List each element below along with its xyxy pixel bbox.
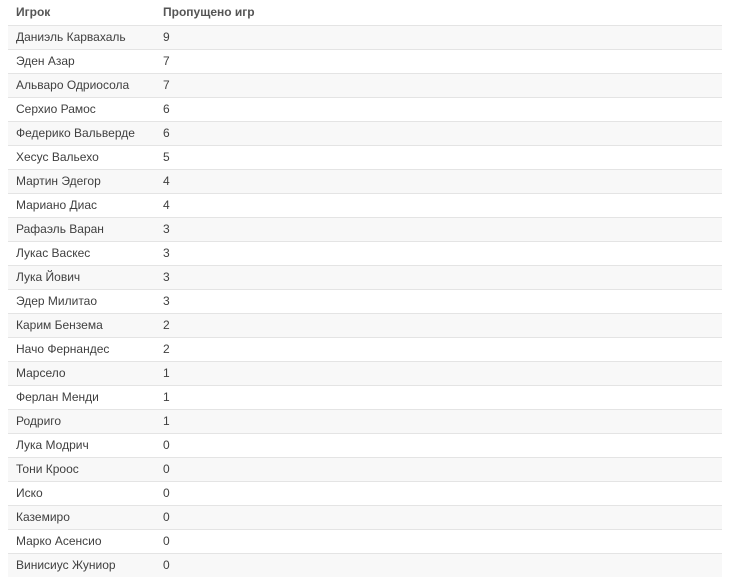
missed-games-cell: 5 (155, 145, 722, 169)
table-row (8, 145, 722, 169)
table-row (8, 25, 722, 49)
player-name-cell: Лука Модрич (8, 433, 155, 457)
player-name-cell: Лукас Васкес (8, 241, 155, 265)
missed-games-cell: 0 (155, 457, 722, 481)
player-name-cell: Лука Йович (8, 265, 155, 289)
player-name-cell: Иско (8, 481, 155, 505)
table-row (8, 97, 722, 121)
player-name-cell: Винисиус Жуниор (8, 553, 155, 577)
missed-games-cell: 3 (155, 289, 722, 313)
player-name-cell: Эдер Милитао (8, 289, 155, 313)
player-name-cell: Ферлан Менди (8, 385, 155, 409)
table-row (8, 49, 722, 73)
table-row (8, 553, 722, 577)
column-header-missed-games: Пропущено игр (155, 0, 722, 25)
table-row (8, 457, 722, 481)
player-name-cell: Федерико Вальверде (8, 121, 155, 145)
player-name-cell: Каземиро (8, 505, 155, 529)
missed-games-cell: 2 (155, 337, 722, 361)
missed-games-cell: 0 (155, 529, 722, 553)
player-name-cell: Альваро Одриосола (8, 73, 155, 97)
player-name-cell: Тони Кроос (8, 457, 155, 481)
missed-games-cell: 0 (155, 481, 722, 505)
table-row (8, 241, 722, 265)
table-row (8, 193, 722, 217)
table-row (8, 529, 722, 553)
player-name-cell: Мартин Эдегор (8, 169, 155, 193)
missed-games-cell: 0 (155, 553, 722, 577)
missed-games-cell: 3 (155, 241, 722, 265)
missed-games-cell: 7 (155, 73, 722, 97)
missed-games-cell: 3 (155, 217, 722, 241)
player-name-cell: Эден Азар (8, 49, 155, 73)
table-row (8, 409, 722, 433)
player-name-cell: Хесус Вальехо (8, 145, 155, 169)
missed-games-cell: 0 (155, 433, 722, 457)
missed-games-cell: 7 (155, 49, 722, 73)
player-name-cell: Марко Асенсио (8, 529, 155, 553)
missed-games-cell: 1 (155, 409, 722, 433)
table-row (8, 313, 722, 337)
missed-games-cell: 1 (155, 385, 722, 409)
player-name-cell: Даниэль Карвахаль (8, 25, 155, 49)
player-name-cell: Мариано Диас (8, 193, 155, 217)
table-row (8, 289, 722, 313)
missed-games-cell: 4 (155, 169, 722, 193)
table-row (8, 169, 722, 193)
table-row (8, 505, 722, 529)
missed-games-cell: 6 (155, 121, 722, 145)
player-name-cell: Карим Бензема (8, 313, 155, 337)
missed-games-cell: 9 (155, 25, 722, 49)
column-header-player: Игрок (8, 0, 155, 25)
missed-games-cell: 1 (155, 361, 722, 385)
player-name-cell: Рафаэль Варан (8, 217, 155, 241)
table-header (8, 0, 722, 25)
missed-games-cell: 6 (155, 97, 722, 121)
table-row (8, 433, 722, 457)
player-name-cell: Серхио Рамос (8, 97, 155, 121)
player-name-cell: Марсело (8, 361, 155, 385)
table-row (8, 337, 722, 361)
missed-games-cell: 2 (155, 313, 722, 337)
missed-games-cell: 3 (155, 265, 722, 289)
table-row (8, 481, 722, 505)
table-row (8, 385, 722, 409)
table-row (8, 73, 722, 97)
table-body (8, 25, 722, 577)
table-row (8, 217, 722, 241)
table-row (8, 121, 722, 145)
table-row (8, 361, 722, 385)
player-name-cell: Родриго (8, 409, 155, 433)
table-row (8, 265, 722, 289)
missed-games-cell: 4 (155, 193, 722, 217)
player-name-cell: Начо Фернандес (8, 337, 155, 361)
missed-games-table (8, 0, 722, 577)
missed-games-cell: 0 (155, 505, 722, 529)
missed-games-table-container (8, 0, 722, 577)
table-header-row (8, 0, 722, 25)
